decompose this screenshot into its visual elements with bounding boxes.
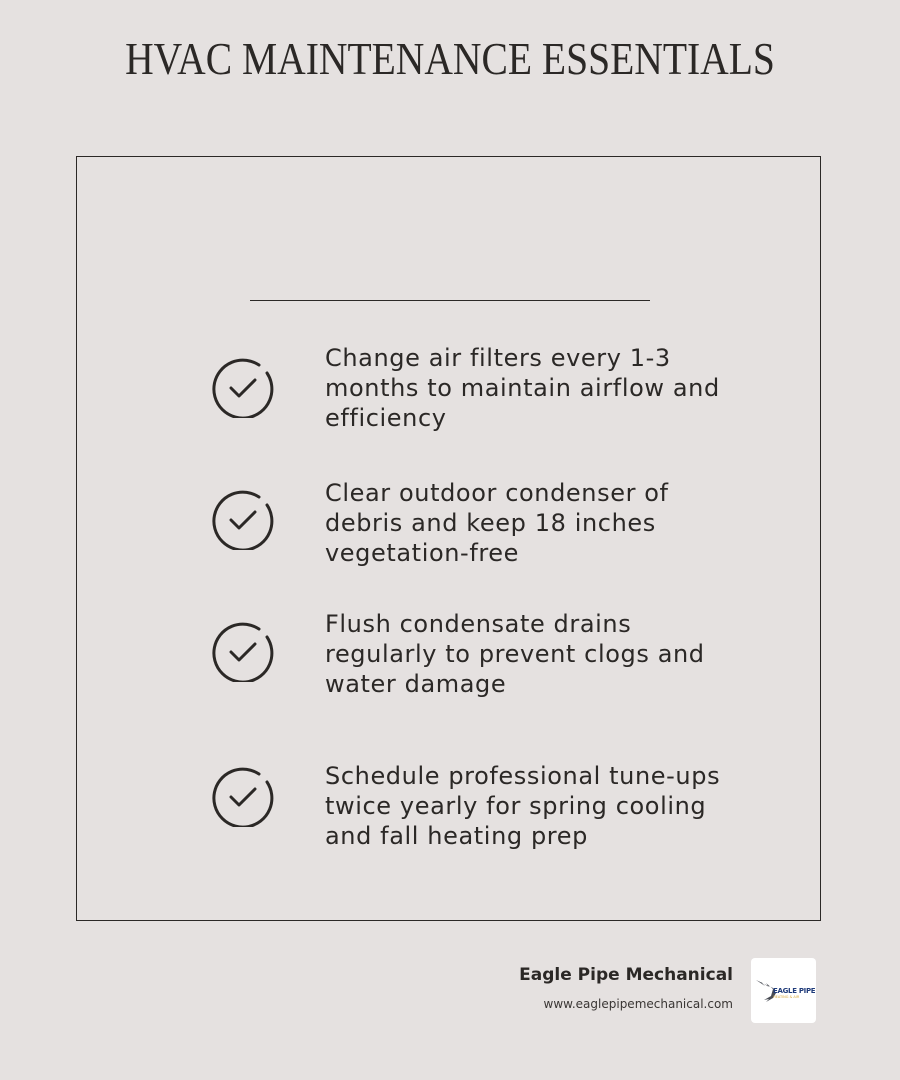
company-name: Eagle Pipe Mechanical	[519, 965, 733, 985]
check-circle-icon	[212, 620, 274, 682]
page-title: HVAC MAINTENANCE ESSENTIALS	[125, 33, 775, 84]
check-circle-icon	[212, 765, 274, 827]
check-circle-icon	[212, 488, 274, 550]
logo-text-main: EAGLE PIPE	[773, 987, 816, 995]
divider	[250, 300, 650, 301]
checklist-text: Change air filters every 1-3 months to maintain airflow and efficiency	[325, 344, 720, 432]
checklist-text: Flush condensate drains regularly to prevent clogs and water damage	[325, 610, 705, 698]
company-website: www.eaglepipemechanical.com	[543, 997, 733, 1011]
checklist-text: Clear outdoor condenser of debris and keep 18 inches vegetation-free	[325, 479, 669, 567]
checklist-text: Schedule professional tune-ups twice yearly for spring cooling and fall heating prep	[325, 762, 721, 850]
check-circle-icon	[212, 356, 274, 418]
company-logo	[751, 958, 816, 1023]
logo-text-sub: HEATING & AIR	[773, 995, 800, 999]
